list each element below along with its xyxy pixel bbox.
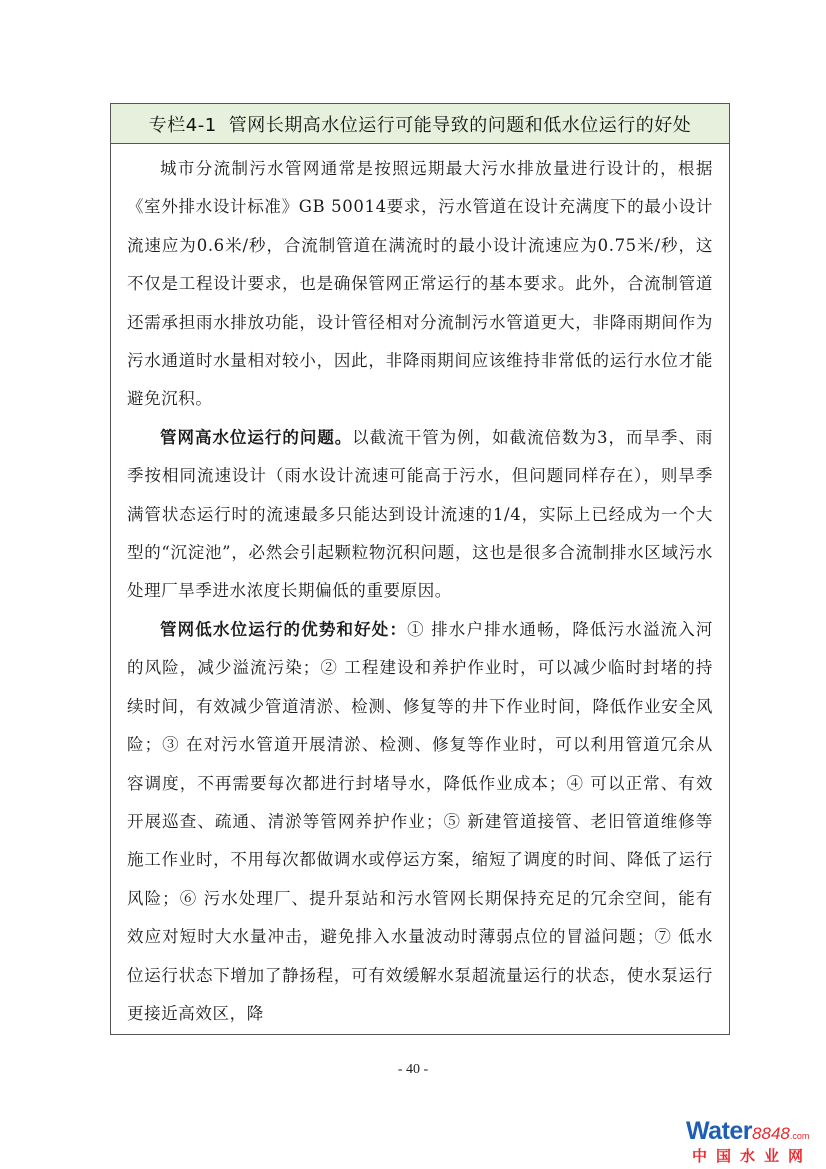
paragraph-2 [127, 419, 713, 611]
paragraph-2-text: 以截流干管为例，如截流倍数为3，而旱季、雨季按相同流速设计（雨水设计流速可能高于污水，但问题同样存在），则旱季满管状态运行时的流速最多只能达到设计流速的1/4，实际上已经成为一个大型的“沉淀池”，必然会引起颗粒物沉积问题，这也是很多合流制排水区域污水处理厂旱季进水浓度长期偏低的重要原因。 [127, 427, 713, 601]
watermark-brand-cn: 中国水业网 [692, 1147, 813, 1165]
watermark-brand-word: Water [686, 1117, 753, 1145]
paragraph-1 [127, 150, 713, 419]
column-title [111, 104, 729, 144]
column-body [111, 144, 729, 1033]
page-number: - 40 - [397, 1062, 429, 1077]
watermark-brand-number: 8848 [752, 1124, 790, 1143]
watermark-logo [686, 1118, 821, 1166]
paragraph-3-lead: 管网低水位运行的优势和好处： [160, 619, 408, 639]
column-box [110, 103, 730, 1035]
column-title-label: 专栏4-1 [148, 114, 217, 136]
paragraph-1-text: 城市分流制污水管网通常是按照远期最大污水排放量进行设计的，根据《室外排水设计标准》GB 50014要求，污水管道在设计充满度下的最小设计流速应为0.6米/秒，合流制管道在满流时的最小设计流速应为0.75米/秒，这不仅是工程设计要求，也是确保管网正常运行的基本要求。此外，合流制管道还需承担雨水排放功能，设计管径相对分流制污水管道更大，非降雨期间作为污水通道时水量相对较小，因此，非降雨期间应该维持非常低的运行水位才能避免沉积。 [127, 159, 713, 409]
watermark-brand-domain: .com [789, 1131, 810, 1141]
paragraph-2-lead: 管网高水位运行的问题。 [160, 427, 353, 447]
column-title-text: 管网长期高水位运行可能导致的问题和低水位运行的好处 [228, 114, 692, 136]
paragraph-3 [127, 611, 713, 1033]
paragraph-3-text: ① 排水户排水通畅，降低污水溢流入河的风险，减少溢流污染；② 工程建设和养护作业时，可以减少临时封堵的持续时间，有效减少管道清淤、检测、修复等的井下作业时间，降低作业安全风险；③ 在对污水管道开展清淤、检测、修复等作业时，可以利用管道冗余从容调度，不再需要每次都进行封堵导水，降低作业成本；④ 可以正常、有效开展巡查、疏通、清淤等管网养护作业；⑤ 新建管道接管、老旧管道维修等施工作业时，不用每次都做调水或停运方案，缩短了调度的时间、降低了运行风险；⑥ 污水处理厂、提升泵站和污水管网长期保持充足的冗余空间，能有效应对短时大水量冲击，避免排入水量波动时薄弱点位的冒溢问题；⑦ 低水位运行状态下增加了静扬程，可有效缓解水泵超流量运行的状态，使水泵运行更接近高效区，降 [127, 619, 714, 1023]
